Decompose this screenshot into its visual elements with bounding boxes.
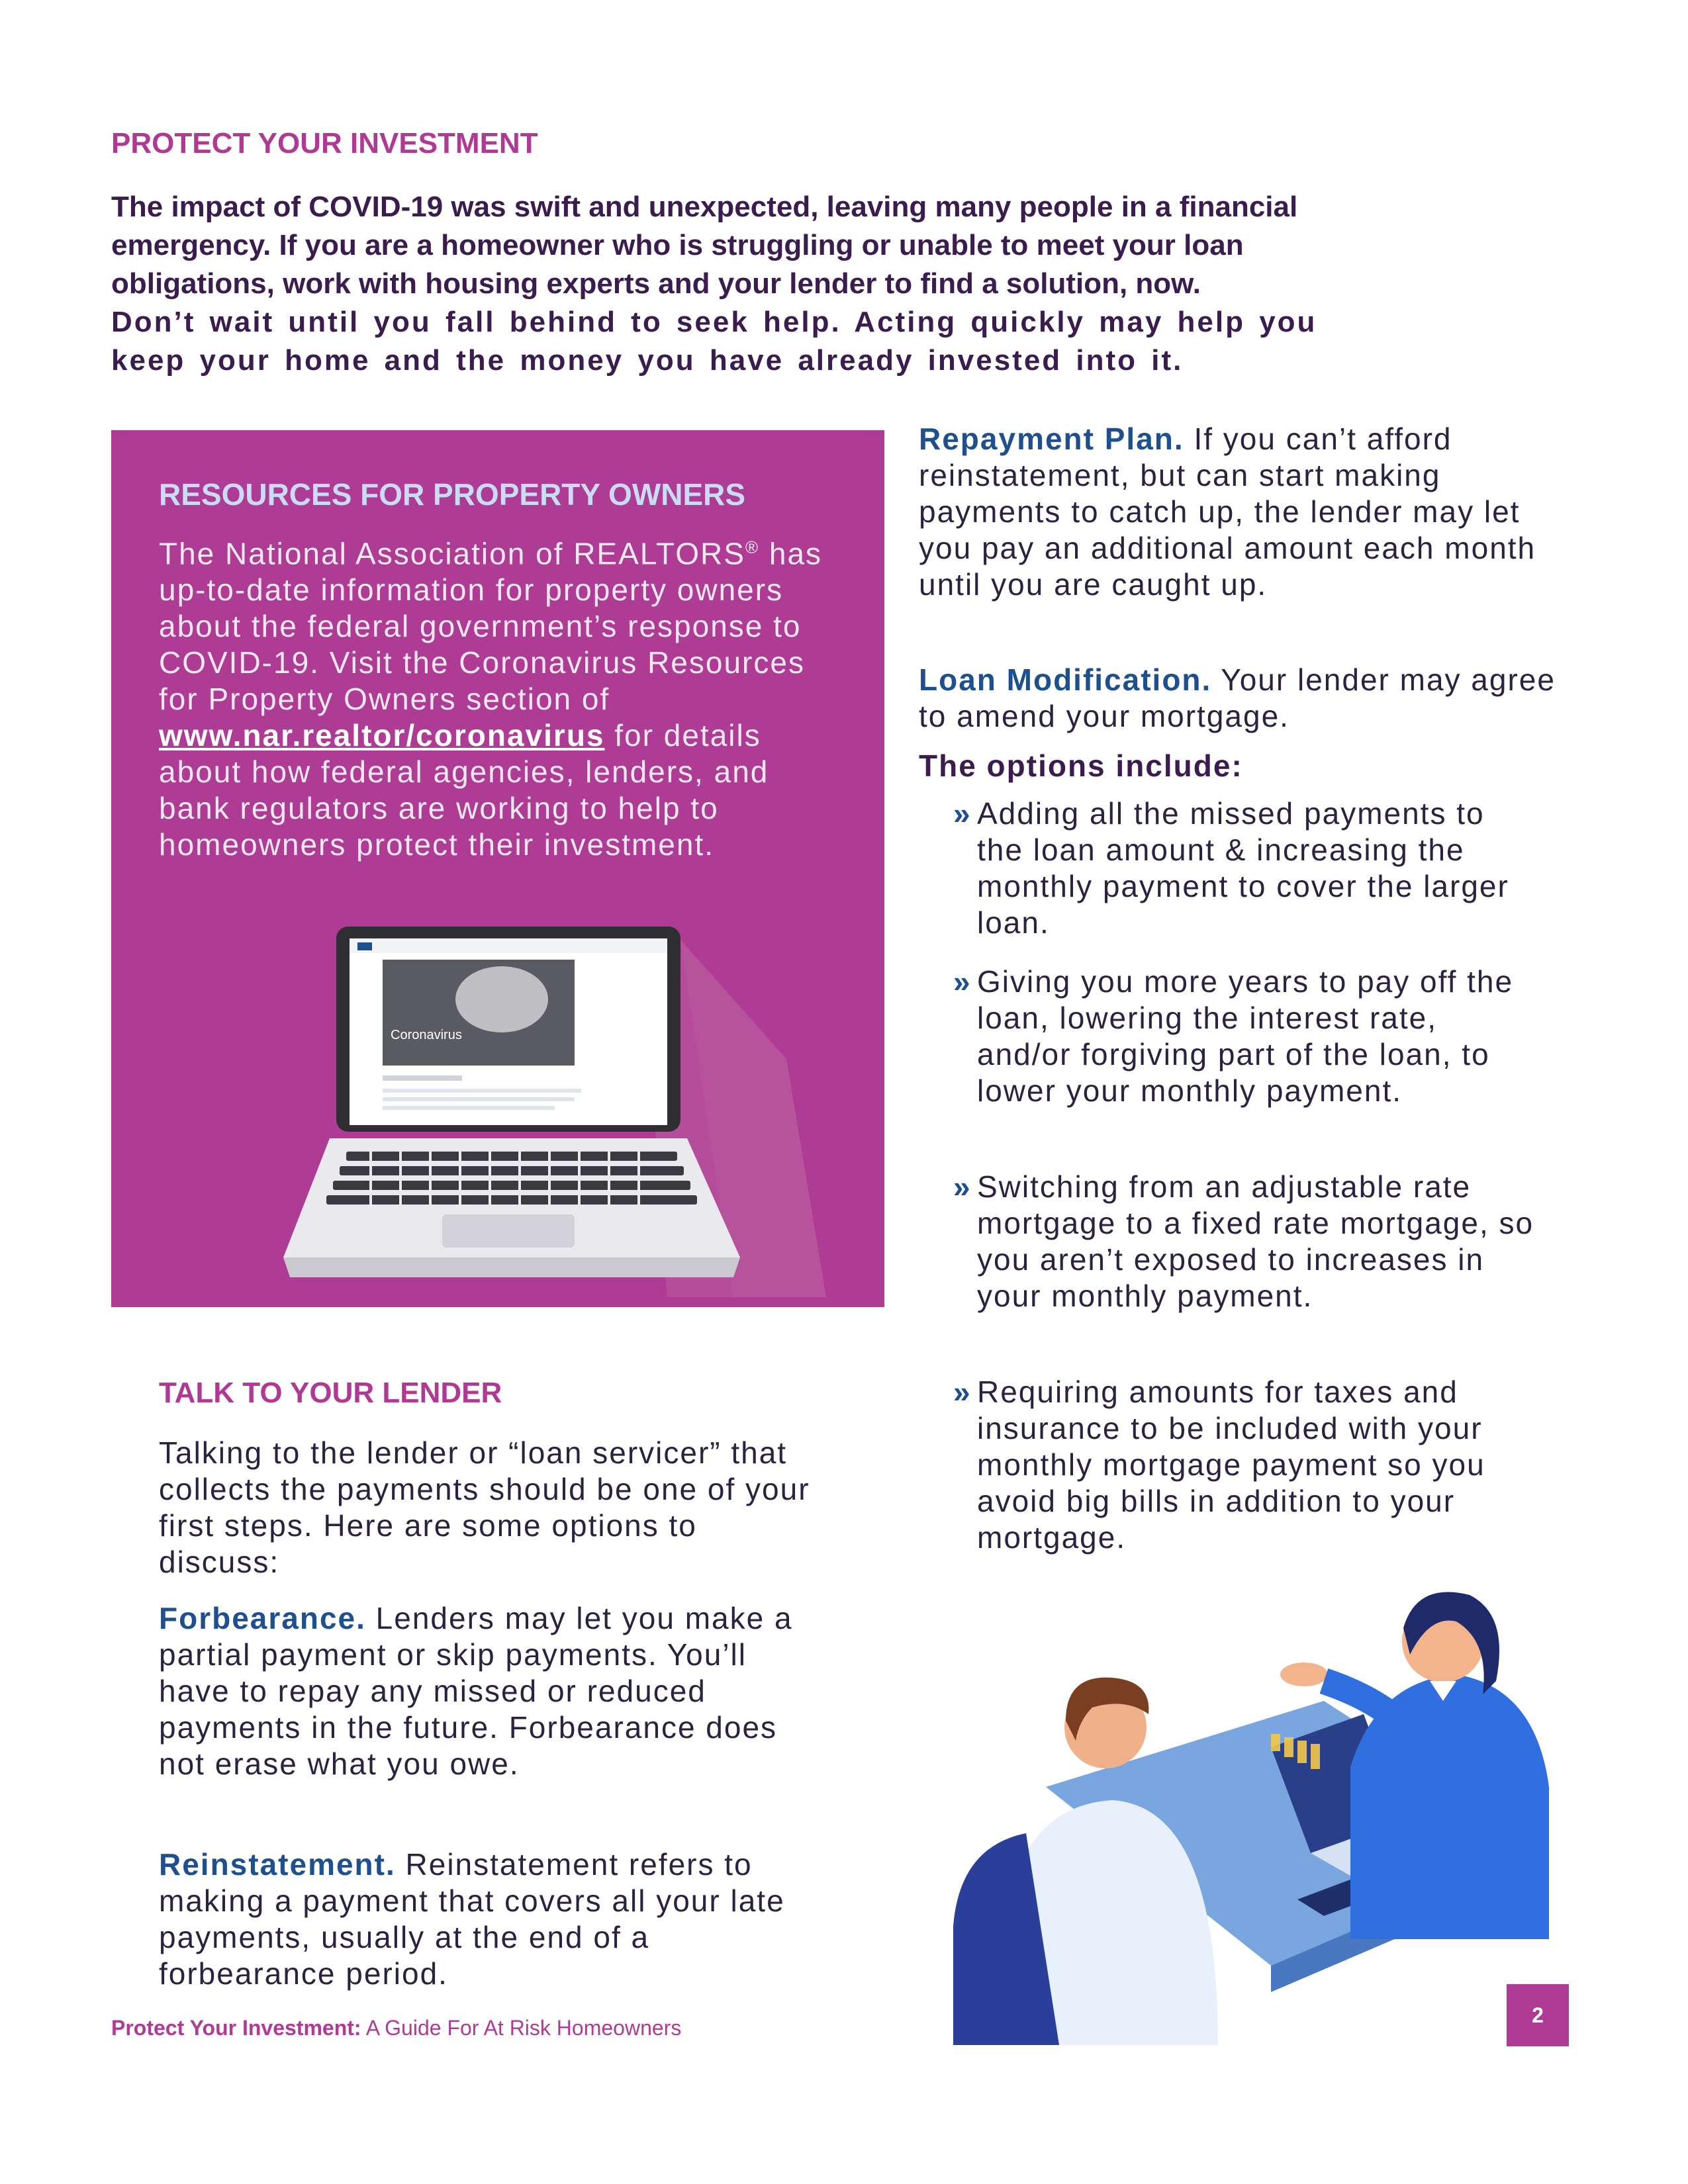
footer-title: Protect Your Investment:: [111, 2016, 361, 2040]
reinstatement-text: Reinstatement refers to making a payment that covers all your late payments, usually at the end of a forbearance period.: [159, 1847, 785, 1991]
resources-box: [111, 430, 884, 1307]
screen-caption: Coronavirus: [391, 1028, 462, 1042]
nar-coronavirus-link[interactable]: www.nar.realtor/coronavirus: [159, 718, 605, 753]
option-text: Adding all the missed payments to the loan amount & increasing the monthly payment to cover the larger loan.: [977, 796, 1509, 940]
bullet-icon: »: [953, 964, 972, 999]
intro-line: The impact of COVID-19 was swift and unexpected, leaving many people in a financial: [111, 191, 1298, 223]
options-label: The options include:: [919, 749, 1243, 783]
hands-washing-icon: [455, 966, 548, 1032]
talk-section-title: TALK TO YOUR LENDER: [159, 1377, 502, 1409]
repayment-text: If you can’t afford reinstatement, but can start making payments to catch up, the lender may let you pay an additional amount each month until you are caught up.: [919, 422, 1536, 602]
site-text-line: [383, 1106, 555, 1110]
resources-text: for details about how federal agencies, lenders, and bank regulators are working to help to homeowners protect their investment.: [159, 718, 769, 862]
resources-text: The National Association of REALTORS: [159, 536, 745, 571]
intro-line: emergency. If you are a homeowner who is struggling or unable to meet your loan: [111, 229, 1244, 261]
option-item: [953, 1169, 1536, 1314]
bullet-icon: »: [953, 796, 972, 831]
option-item: [953, 796, 1536, 941]
bullet-icon: »: [953, 1169, 972, 1204]
lender-hand: [1280, 1662, 1328, 1686]
site-text-line: [383, 1089, 581, 1093]
reinstatement-paragraph: [159, 1846, 821, 1992]
laptop-trackpad: [442, 1214, 575, 1248]
loan-modification-paragraph: [919, 662, 1581, 735]
footer-subtitle: A Guide For At Risk Homeowners: [361, 2016, 682, 2040]
intro-line: keep your home and the money you have already invested into it.: [111, 344, 1184, 377]
resources-title: RESOURCES FOR PROPERTY OWNERS: [159, 477, 746, 512]
option-text: Switching from an adjustable rate mortgage to a fixed rate mortgage, so you aren’t exposed to increases in your monthly payment.: [977, 1169, 1534, 1313]
site-nav-bar: [350, 938, 667, 953]
laptop-illustration: [283, 927, 826, 1297]
forbearance-text: Lenders may let you make a partial payment or skip payments. You’ll have to repay any missed or reduced payments in the future. Forbearance does not erase what you owe.: [159, 1601, 793, 1781]
lender-meeting-illustration: [953, 1569, 1575, 2045]
bullet-icon: »: [953, 1375, 972, 1409]
resources-text: has up-to-date information for property owners about the federal government’s response to COVID-19. Visit the Coronavirus Resources for Property Owners section of: [159, 536, 823, 717]
site-logo-icon: [357, 942, 372, 950]
loan-modification-text: Your lender may agree to amend your mortgage.: [919, 662, 1556, 733]
site-text-line: [383, 1097, 575, 1101]
forbearance-term: Forbearance.: [159, 1601, 366, 1635]
repayment-paragraph: [919, 421, 1581, 603]
laptop-base-edge: [283, 1257, 740, 1277]
registered-mark: ®: [745, 537, 760, 557]
option-item: [953, 1374, 1536, 1556]
page-number: 2: [1507, 1984, 1569, 2046]
loan-modification-term: Loan Modification.: [919, 662, 1212, 697]
repayment-term: Repayment Plan.: [919, 422, 1184, 456]
intro-paragraph: [111, 188, 1475, 380]
talk-paragraph: Talking to the lender or “loan servicer” that collects the payments should be one of your first steps. Here are some options to discuss:: [159, 1435, 810, 1579]
option-text: Giving you more years to pay off the loan, lowering the interest rate, and/or forgiving part of the loan, to lower your monthly payment.: [977, 964, 1514, 1108]
reinstatement-term: Reinstatement.: [159, 1847, 396, 1882]
option-text: Requiring amounts for taxes and insurance to be included with your monthly mortgage payment so you avoid big bills in addition to your mortgage.: [977, 1375, 1485, 1555]
option-item: [953, 964, 1536, 1109]
footer: [111, 2016, 681, 2040]
resources-body: [159, 529, 847, 863]
intro-line: obligations, work with housing experts and your lender to find a solution, now.: [111, 267, 1201, 300]
intro-line: Don’t wait until you fall behind to seek help. Acting quickly may help you: [111, 306, 1317, 338]
forbearance-paragraph: [159, 1600, 821, 1782]
page-title: PROTECT YOUR INVESTMENT: [111, 127, 538, 159]
site-text-line: [383, 1075, 462, 1081]
